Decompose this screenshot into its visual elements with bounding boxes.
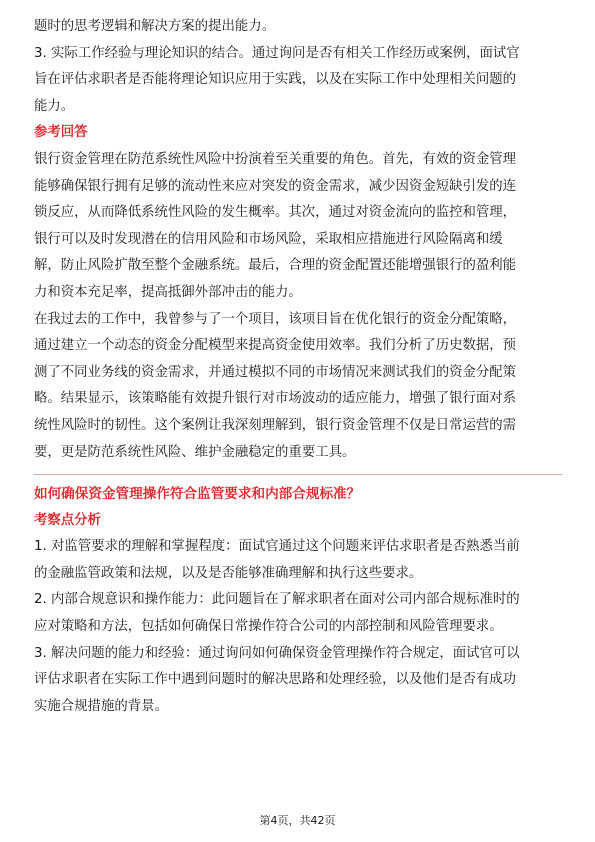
text-line: 的金融监管政策和法规，以及是否能够准确理解和执行这些要求。 xyxy=(34,565,423,581)
text-line: 应对策略和方法，包括如何确保日常操作符合公司的内部控制和风险管理要求。 xyxy=(34,619,503,635)
analysis-section xyxy=(34,508,562,721)
text-line: 银行可以及时发现潜在的信用风险和市场风险，采取相应措施进行风险隔离和缓 xyxy=(34,231,503,247)
page-number-footer: 第4页，共42页 xyxy=(259,814,336,827)
text-line: 测了不同业务线的资金需求，并通过模拟不同的市场情况来测试我们的资金分配策 xyxy=(34,364,517,380)
text-line: 1. 对监管要求的理解和掌握程度：面试官通过这个问题来评估求职者是否熟悉当前 xyxy=(34,539,520,555)
reference-answer-section xyxy=(34,120,562,466)
question-title: 如何确保资金管理操作符合监管要求和内部合规标准？ xyxy=(34,486,361,503)
text-line: 旨在评估求职者是否能将理论知识应用于实践，以及在实际工作中处理相关问题的 xyxy=(34,72,517,88)
text-line: 银行资金管理在防范系统性风险中扮演着至关重要的角色。首先，有效的资金管理 xyxy=(34,151,517,167)
text-line: 能够确保银行拥有足够的流动性来应对突发的资金需求，减少因资金短缺引发的连 xyxy=(34,178,517,194)
text-line: 2. 内部合规意识和操作能力：此问题旨在了解求职者在面对公司内部合规标准时的 xyxy=(34,592,520,608)
text-line: 统性风险时的韧性。这个案例让我深刻理解到，银行资金管理不仅是日常运营的需 xyxy=(34,417,517,433)
section-divider xyxy=(34,474,562,475)
text-line: 解，防止风险扩散至整个金融系统。最后，合理的资金配置还能增强银行的盈利能 xyxy=(34,258,517,274)
text-line: 略。结果显示，该策略能有效提升银行对市场波动的适应能力，增强了银行面对系 xyxy=(34,391,517,407)
reference-answer-heading: 参考回答 xyxy=(34,125,88,141)
answer-paragraph-2 xyxy=(34,307,562,467)
text-line: 在我过去的工作中，我曾参与了一个项目，该项目旨在优化银行的资金分配策略， xyxy=(34,311,517,327)
text-line: 锁反应，从而降低系统性风险的发生概率。其次，通过对资金流向的监控和管理， xyxy=(34,205,517,221)
text-line: 通过建立一个动态的资金分配模型来提高资金使用效率。我们分析了历史数据，预 xyxy=(34,338,517,354)
text-line: 能力。 xyxy=(34,98,75,114)
text-line: 实施合规措施的背景。 xyxy=(34,698,168,714)
text-line: 力和资本充足率，提高抵御外部冲击的能力。 xyxy=(34,284,302,300)
text-line: 题时的思考逻辑和解决方案的提出能力。 xyxy=(34,19,276,34)
answer-paragraph-1 xyxy=(34,147,562,307)
analysis-heading: 考察点分析 xyxy=(34,512,101,528)
text-line: 要，更是防范系统性风险、维护金融稳定的重要工具。 xyxy=(34,444,356,460)
text-line: 3. 实际工作经验与理论知识的结合。通过询问是否有相关工作经历或案例，面试官 xyxy=(34,45,520,61)
document-page xyxy=(34,14,562,720)
text-line: 评估求职者在实际工作中遇到问题时的解决思路和处理经验，以及他们是否有成功 xyxy=(34,672,517,688)
text-line: 3. 解决问题的能力和经验：通过询问如何确保资金管理操作符合规定，面试官可以 xyxy=(34,645,520,661)
top-section xyxy=(34,14,562,120)
